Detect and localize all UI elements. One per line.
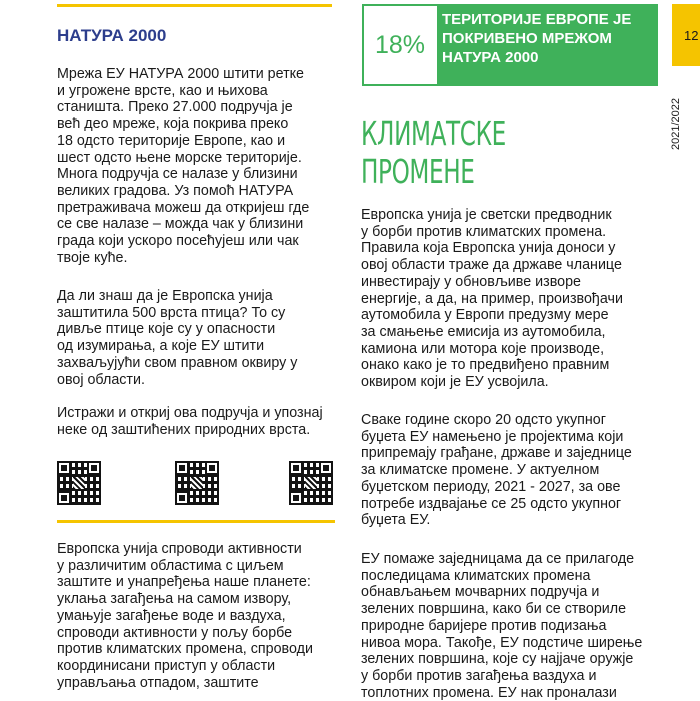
natura-heading: НАТУРА 2000	[57, 26, 167, 45]
top-divider-line	[57, 4, 332, 7]
stat-value: 18%	[374, 30, 426, 59]
qr-code-icon[interactable]	[57, 461, 101, 505]
natura-paragraph-2: Да ли знаш да је Европска унија заштитила 500 врста птица? То су дивље птице које су у опасности од изумирања, а које ЕУ штити захваљујући свом правном оквиру у овој области.	[57, 288, 298, 388]
stat-callout	[362, 4, 658, 86]
section-divider-line	[57, 520, 335, 523]
climate-paragraph-3: ЕУ помаже заједницама да се прилагоде последицама климатских промена обнављањем мочварних подручја и зелених површина, како би се створиле природне баријере против подизања нивоа мора. Такође, ЕУ подстиче ширење зелених површина, које су најјаче оружје у борби против загађења ваздуха и топлотних промена. ЕУ нак проналази	[361, 551, 643, 701]
qr-code-icon[interactable]	[289, 461, 333, 505]
natura-paragraph-3: Истражи и откриј ова подручја и упознај неке од заштићених природних врста.	[57, 405, 323, 438]
climate-heading: КЛИМАТСКЕ ПРОМЕНЕ	[361, 114, 506, 191]
year-label: 2021/2022	[670, 98, 682, 150]
natura-paragraph-1: Мрежа ЕУ НАТУРА 2000 штити ретке и угрожене врсте, као и њихова станишта. Преко 27.000 подручја је већ део мреже, која покрива преко 18 одсто територије Европе, као и шест одсто њене морске територије. Многа подручја се налазе у близини великих градова. Уз помоћ НАТУРА претраживача можеш да откријеш где се све налазе – можда чак у близини града који ускоро посећујеш или чак твоје куће.	[57, 66, 310, 266]
eu-activities-paragraph: Европска унија спроводи активности у различитим областима с циљем заштите и унапређења наше планете: уклања загађења на самом извору, умањује загађење воде и ваздуха, спроводи активности у пољу борбе против климатских промена, спроводи координисани приступ у области управљања отпадом, заштите	[57, 541, 313, 691]
stat-label: ТЕРИТОРИЈЕ ЕВРОПЕ ЈЕ ПОКРИВЕНО МРЕЖОМ НАТУРА 2000	[437, 6, 656, 84]
climate-paragraph-2: Сваке године скоро 20 одсто укупног буџета ЕУ намењено је пројектима који припремају грађане, државе и заједнице за климатске промене. У актуелном буџетском периоду, 2021 - 2027, за ове потребе издвајање се 25 одсто укупног буџета ЕУ.	[361, 412, 632, 529]
climate-paragraph-1: Европска унија је светски предводник у борби против климатских промена. Правила која Европска унија доноси у овој области траже да државе чланице инвестирају у обновљиве изворе енергије, а да, на пример, произвођачи аутомобила у Европи предузму мере за смањење емисија из аутомобила, камиона или мотора које производе, онако како је то предвиђено правним оквиром који је ЕУ усвојила.	[361, 207, 623, 391]
page-number: 12	[672, 4, 700, 66]
qr-code-icon[interactable]	[175, 461, 219, 505]
